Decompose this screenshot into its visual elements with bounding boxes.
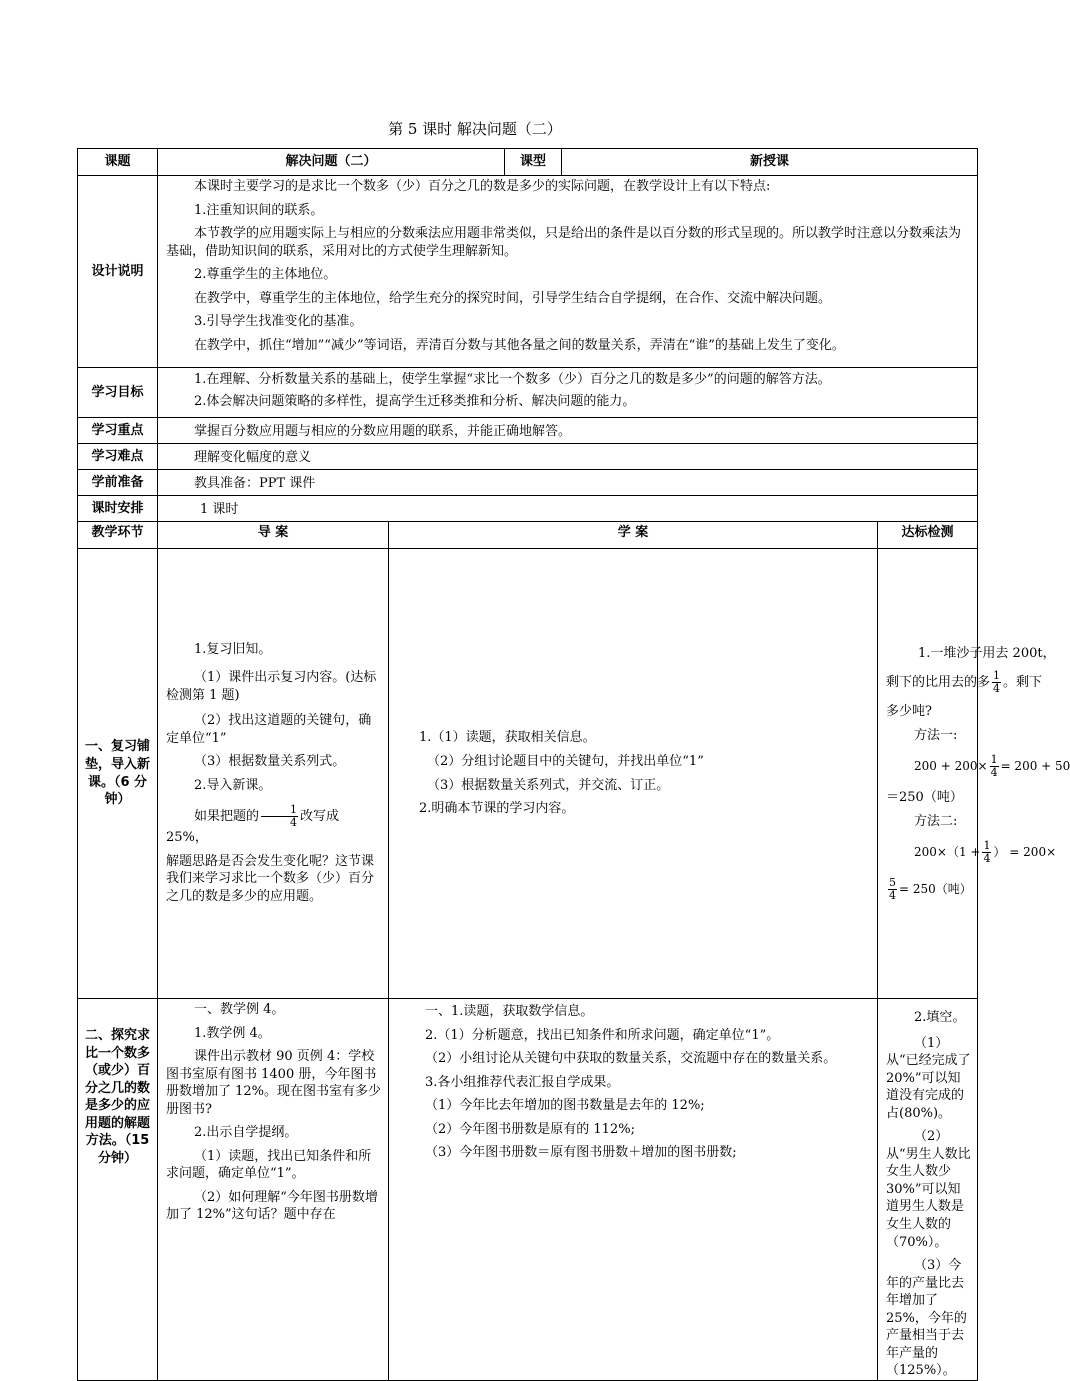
guide-line: （2）如何理解“今年图书册数增加了 12%”这句话？题中存在 [166,1189,378,1223]
design-line: 在教学中，尊重学生的主体地位，给学生充分的探究时间，引导学生结合自学提纲，在合作、交流中解决问题。 [194,290,832,306]
guide-line: （1）读题，找出已知条件和所求问题，确定单位“1”。 [166,1148,372,1182]
col-study: 学 案 [389,522,878,549]
guide-line: （1）课件出示复习内容。(达标检测第 1 题) [166,670,377,703]
design-content [158,176,978,368]
study-line: （3）根据数量关系列式，并交流、订正。 [427,777,670,793]
fraction-one-quarter: $\frac{1}{4}$ [993,669,1001,696]
check-line: 方法二: [914,813,958,829]
goals-label: 学习目标 [78,368,158,418]
section1-guide [158,549,389,999]
check-line: ＝250（吨） [886,790,963,806]
check-line: 方法一: [914,727,958,743]
design-line: 3.引导学生找准变化的基准。 [194,314,363,330]
check-line: 1.一堆沙子用去 200t， [918,645,1056,661]
check-line: （3）今年的产量比去年增加了 25%，今年的产量相当于去年产量的（125%）。 [886,1258,967,1379]
fraction-one-quarter: $\frac{1}{4}$ [983,839,991,866]
design-line: 1.注重知识间的联系。 [194,202,324,218]
goal-line: 1.在理解、分析数量关系的基础上，使学生掌握“求比一个数多（少）百分之几的数是多少”的问题的解答方法。 [194,372,831,387]
check-line: 2.填空。 [914,1010,966,1025]
type-label: 课型 [505,149,562,176]
guide-line-fraction: 如果把题的 $\frac{1}{4}$ 改写成 25%， [166,803,340,846]
guide-line: 1.教学例 4。 [194,1025,271,1041]
lesson-plan-table [77,148,1070,1381]
section2-study [389,999,878,1381]
study-line: 2.（1）分析题意，找出已知条件和所求问题，确定单位“1”。 [425,1027,780,1043]
check-equation: 200 + 200× $\frac{1}{4}$ = 200 + 50 [914,753,1070,780]
study-line: （2）分组讨论题目中的关键句，并找出单位“1” [427,753,704,769]
study-line: （2）今年图书册数是原有的 112%; [425,1121,635,1137]
fraction-one-quarter: $\frac{1}{4}$ [261,804,298,829]
check-line: （2）从“男生人数比女生人数少 30%”可以知道男生人数是女生人数的（70%）。 [886,1129,971,1250]
design-line: 本节教学的应用题实际上与相应的分数乘法应用题非常类似，只是给出的条件是以百分数的形式呈现的。所以教学时注意以分数乘法为基础，借助知识间的联系，采用对比的方式使学生理解新知。 [166,226,962,259]
col-guide: 导 案 [158,522,389,549]
section1-check [878,549,1070,999]
difficulty-value: 理解变化幅度的意义 [158,444,978,470]
key-point-value: 掌握百分数应用题与相应的分数应用题的联系，并能正确地解答。 [158,418,978,444]
design-line: 本课时主要学习的是求比一个数多（少）百分之几的数是多少的实际问题，在教学设计上有以下特点: [194,179,771,194]
prep-value: 教具准备：PPT 课件 [158,470,978,496]
design-label: 设计说明 [78,176,158,368]
section2-guide [158,999,389,1381]
guide-line: 课件出示教材 90 页例 4：学校图书室原有图书 1400 册，今年图书册数增加了 12%。现在图书室有多少册图书? [166,1049,382,1117]
col-check: 达标检测 [878,522,978,549]
fraction-five-quarters: $\frac{5}{4}$ [889,876,897,903]
key-point-label: 学习重点 [78,418,158,444]
guide-line: （2）找出这道题的关键句，确定单位“1” [166,713,372,746]
topic-value: 解决问题（二） [158,149,505,176]
prep-label: 学前准备 [78,470,158,496]
study-line: （3）今年图书册数＝原有图书册数＋增加的图书册数; [425,1145,737,1161]
check-equation: $\frac{5}{4}$ = 250（吨） [889,876,972,903]
guide-line: （3）根据数量关系列式。 [194,754,346,770]
type-value: 新授课 [562,149,978,176]
schedule-value: 1 课时 [158,496,978,522]
guide-line: 一、教学例 4。 [194,1002,285,1017]
guide-line: 1.复习旧知。 [194,642,272,658]
check-line: （1）从“已经完成了 20%”可以知道没有完成的占(80%)。 [886,1035,971,1121]
design-line: 2.尊重学生的主体地位。 [194,267,337,283]
section2-check [878,999,978,1381]
section2-name: 二、探究求比一个数多（或少）百分之几的数是多少的应用题的解题方法。（15 分钟） [78,999,158,1381]
goals-content [158,368,978,418]
section1-name: 一、复习铺垫，导入新课。（6 分钟） [78,549,158,999]
check-equation: 200×（1 + $\frac{1}{4}$ ） = 200× [914,839,1057,866]
goal-line: 2.体会解决问题策略的多样性，提高学生迁移类推和分析、解决问题的能力。 [194,393,636,409]
topic-label: 课题 [78,149,158,176]
study-line: （2）小组讨论从关键句中获取的数量关系，交流题中存在的数量关系。 [425,1051,837,1067]
difficulty-label: 学习难点 [78,444,158,470]
study-line: 一、1.读题，获取数学信息。 [425,1004,594,1019]
check-line-fraction: 剩下的比用去的多 $\frac{1}{4}$ 。剩下 [886,669,1043,696]
page-title: 第 5 课时 解决问题（二） [388,120,562,138]
guide-line: 解题思路是否会发生变化呢？这节课我们来学习求比一个数多（少）百分之几的数是多少的应用题。 [166,853,375,904]
guide-line: 2.出示自学提纲。 [194,1125,298,1141]
schedule-label: 课时安排 [78,496,158,522]
col-stage: 教学环节 [78,522,158,549]
guide-line: 2.导入新课。 [194,777,272,793]
design-line: 在教学中，抓住“增加”“减少”等词语，弄清百分数与其他各量之间的数量关系，弄清在“谁”的基础上发生了变化。 [194,337,845,353]
fraction-one-quarter: $\frac{1}{4}$ [990,753,998,780]
study-line: 1.（1）读题，获取相关信息。 [419,730,596,746]
study-line: 2.明确本节课的学习内容。 [419,801,575,817]
check-line: 多少吨? [886,704,932,720]
section1-study [389,549,878,999]
study-line: 3.各小组推荐代表汇报自学成果。 [425,1074,620,1090]
study-line: （1）今年比去年增加的图书数量是去年的 12%; [425,1098,705,1114]
